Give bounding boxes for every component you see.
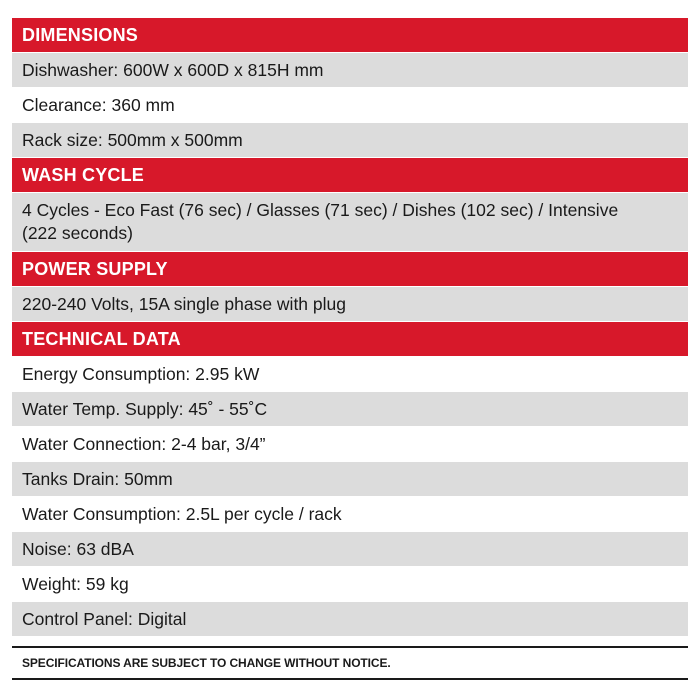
spec-row <box>12 392 688 427</box>
spec-row <box>12 567 688 602</box>
spec-table <box>12 18 688 637</box>
spec-row-text: Water Temp. Supply: 45˚ - 55˚C <box>22 398 268 419</box>
spec-row <box>12 462 688 497</box>
spec-row-text: Control Panel: Digital <box>22 608 187 629</box>
footer-divider-bottom <box>12 678 688 680</box>
section-title: POWER SUPPLY <box>22 258 168 279</box>
spec-row <box>12 357 688 392</box>
spec-row <box>12 497 688 532</box>
spec-row <box>12 123 688 158</box>
spec-row-text: Energy Consumption: 2.95 kW <box>22 363 260 384</box>
section-header-dimensions <box>12 18 688 53</box>
spec-row <box>12 193 688 252</box>
spec-row <box>12 287 688 322</box>
spec-row-text: Rack size: 500mm x 500mm <box>22 129 243 150</box>
spec-row <box>12 53 688 88</box>
spec-row-text: Clearance: 360 mm <box>22 94 175 115</box>
footer-disclaimer: SPECIFICATIONS ARE SUBJECT TO CHANGE WITHOUT NOTICE. <box>22 656 391 670</box>
section-title: DIMENSIONS <box>22 24 139 45</box>
spec-row-text: 220-240 Volts, 15A single phase with plug <box>22 293 346 314</box>
section-header-power-supply <box>12 252 688 287</box>
spec-row <box>12 427 688 462</box>
section-title: WASH CYCLE <box>22 164 145 185</box>
spec-row <box>12 602 688 637</box>
spec-row-text: Weight: 59 kg <box>22 573 129 594</box>
section-title: TECHNICAL DATA <box>22 328 181 349</box>
spec-row-text: Water Connection: 2-4 bar, 3/4” <box>22 433 266 454</box>
spec-row-text: Water Consumption: 2.5L per cycle / rack <box>22 503 342 524</box>
spec-row-text: Dishwasher: 600W x 600D x 815H mm <box>22 59 324 80</box>
spec-row-text: 4 Cycles - Eco Fast (76 sec) / Glasses (71 sec) / Dishes (102 sec) / Intensive (222 seconds) <box>22 200 619 243</box>
spec-row-text: Noise: 63 dBA <box>22 538 134 559</box>
footer <box>12 646 688 680</box>
section-header-technical-data <box>12 322 688 357</box>
spec-row <box>12 532 688 567</box>
spec-row-text: Tanks Drain: 50mm <box>22 468 173 489</box>
section-header-wash-cycle <box>12 158 688 193</box>
spec-row <box>12 88 688 123</box>
